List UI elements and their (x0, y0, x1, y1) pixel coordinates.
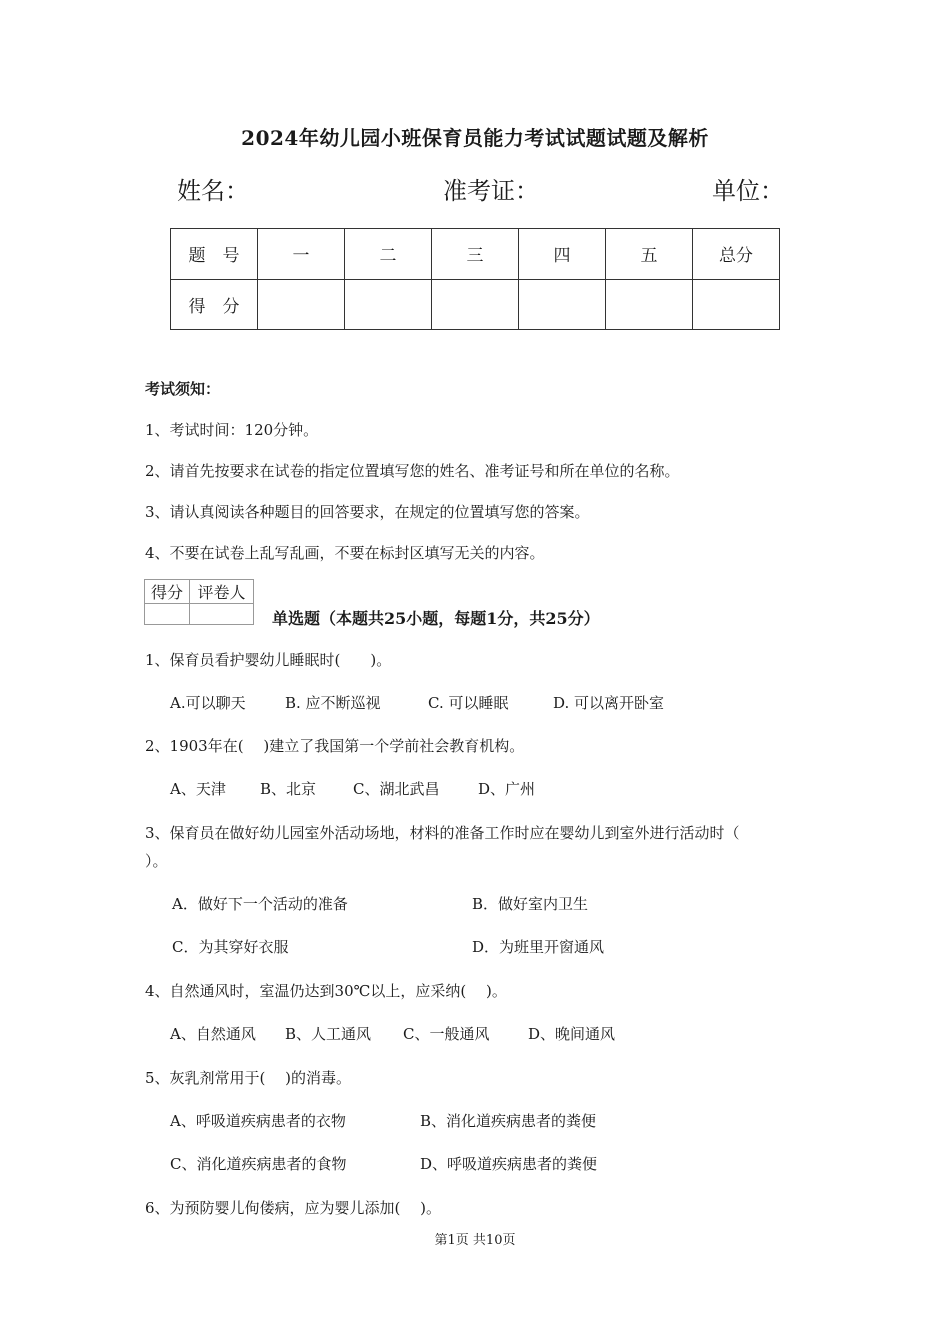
question-option[interactable]: C、消化道疾病患者的食物 (170, 1155, 347, 1173)
score-header-cell: 四 (519, 229, 606, 280)
section-title: 单选题（本题共25小题，每题1分，共25分） (272, 609, 600, 628)
score-cell[interactable] (345, 279, 432, 330)
question-stem: 5、灰乳剂常用于( )的消毒。 (145, 1069, 352, 1087)
notice-item: 4、不要在试卷上乱写乱画，不要在标封区填写无关的内容。 (145, 544, 545, 562)
page-footer: 第1页 共10页 (434, 1233, 516, 1248)
question-option[interactable]: A、自然通风 (170, 1025, 256, 1043)
exam-title: 2024年幼儿园小班保育员能力考试试题试题及解析 (241, 126, 709, 150)
unit-field-label: 单位： (712, 177, 784, 205)
question-option[interactable]: A、呼吸道疾病患者的衣物 (170, 1112, 346, 1130)
grader-score-cell[interactable] (145, 604, 190, 625)
notice-item: 1、考试时间：120分钟。 (145, 421, 319, 439)
grader-name-label: 评卷人 (190, 580, 254, 604)
question-option[interactable]: C、一般通风 (403, 1025, 490, 1043)
notice-item: 3、请认真阅读各种题目的回答要求，在规定的位置填写您的答案。 (145, 503, 590, 521)
notice-item: 2、请首先按要求在试卷的指定位置填写您的姓名、准考证号和所在单位的名称。 (145, 462, 680, 480)
question-option[interactable]: B、消化道疾病患者的粪便 (420, 1112, 597, 1130)
question-option[interactable]: D．为班里开窗通风 (472, 938, 605, 956)
score-cell[interactable] (258, 279, 345, 330)
score-cell[interactable] (693, 279, 780, 330)
question-option[interactable]: A.可以聊天 (170, 694, 246, 712)
question-option[interactable]: C. 可以睡眠 (428, 694, 509, 712)
question-option[interactable]: D、晚间通风 (528, 1025, 616, 1043)
score-cell[interactable] (432, 279, 519, 330)
question-option[interactable]: A、天津 (170, 780, 226, 798)
question-stem: 6、为预防婴儿佝偻病，应为婴儿添加( )。 (145, 1199, 442, 1217)
question-option[interactable]: C．为其穿好衣服 (172, 938, 289, 956)
question-option[interactable]: B、人工通风 (285, 1025, 372, 1043)
score-header-cell: 题 号 (171, 229, 258, 280)
grader-name-cell[interactable] (190, 604, 254, 625)
question-option[interactable]: C、湖北武昌 (353, 780, 440, 798)
question-stem: 1、保育员看护婴幼儿睡眠时( )。 (145, 651, 392, 669)
question-option[interactable]: D. 可以离开卧室 (553, 694, 665, 712)
question-stem: 3、保育员在做好幼儿园室外活动场地，材料的准备工作时应在婴幼儿到室外进行活动时（ (145, 824, 740, 842)
exam-id-field-label: 准考证： (443, 177, 539, 205)
question-stem-continuation: ）。 (145, 852, 168, 870)
question-option[interactable]: B、北京 (260, 780, 317, 798)
score-cell[interactable] (606, 279, 693, 330)
score-table (170, 228, 780, 330)
score-cell[interactable] (519, 279, 606, 330)
question-option[interactable]: D、广州 (478, 780, 536, 798)
grader-score-label: 得分 (145, 580, 190, 604)
question-stem: 4、自然通风时，室温仍达到30℃以上，应采纳( )。 (145, 982, 507, 1000)
score-header-cell: 一 (258, 229, 345, 280)
score-header-cell: 二 (345, 229, 432, 280)
score-header-cell: 总分 (693, 229, 780, 280)
question-option[interactable]: B．做好室内卫生 (472, 895, 589, 913)
question-option[interactable]: B. 应不断巡视 (285, 694, 381, 712)
notice-heading: 考试须知： (145, 380, 221, 398)
score-row-label: 得 分 (171, 279, 258, 330)
score-header-cell: 五 (606, 229, 693, 280)
question-stem: 2、1903年在( )建立了我国第一个学前社会教育机构。 (145, 737, 525, 755)
question-option[interactable]: D、呼吸道疾病患者的粪便 (420, 1155, 598, 1173)
score-table-header-row (171, 229, 780, 280)
score-table-score-row (171, 279, 780, 330)
question-option[interactable]: A．做好下一个活动的准备 (172, 895, 348, 913)
score-header-cell: 三 (432, 229, 519, 280)
name-field-label: 姓名： (177, 177, 249, 205)
grader-box (144, 579, 254, 625)
